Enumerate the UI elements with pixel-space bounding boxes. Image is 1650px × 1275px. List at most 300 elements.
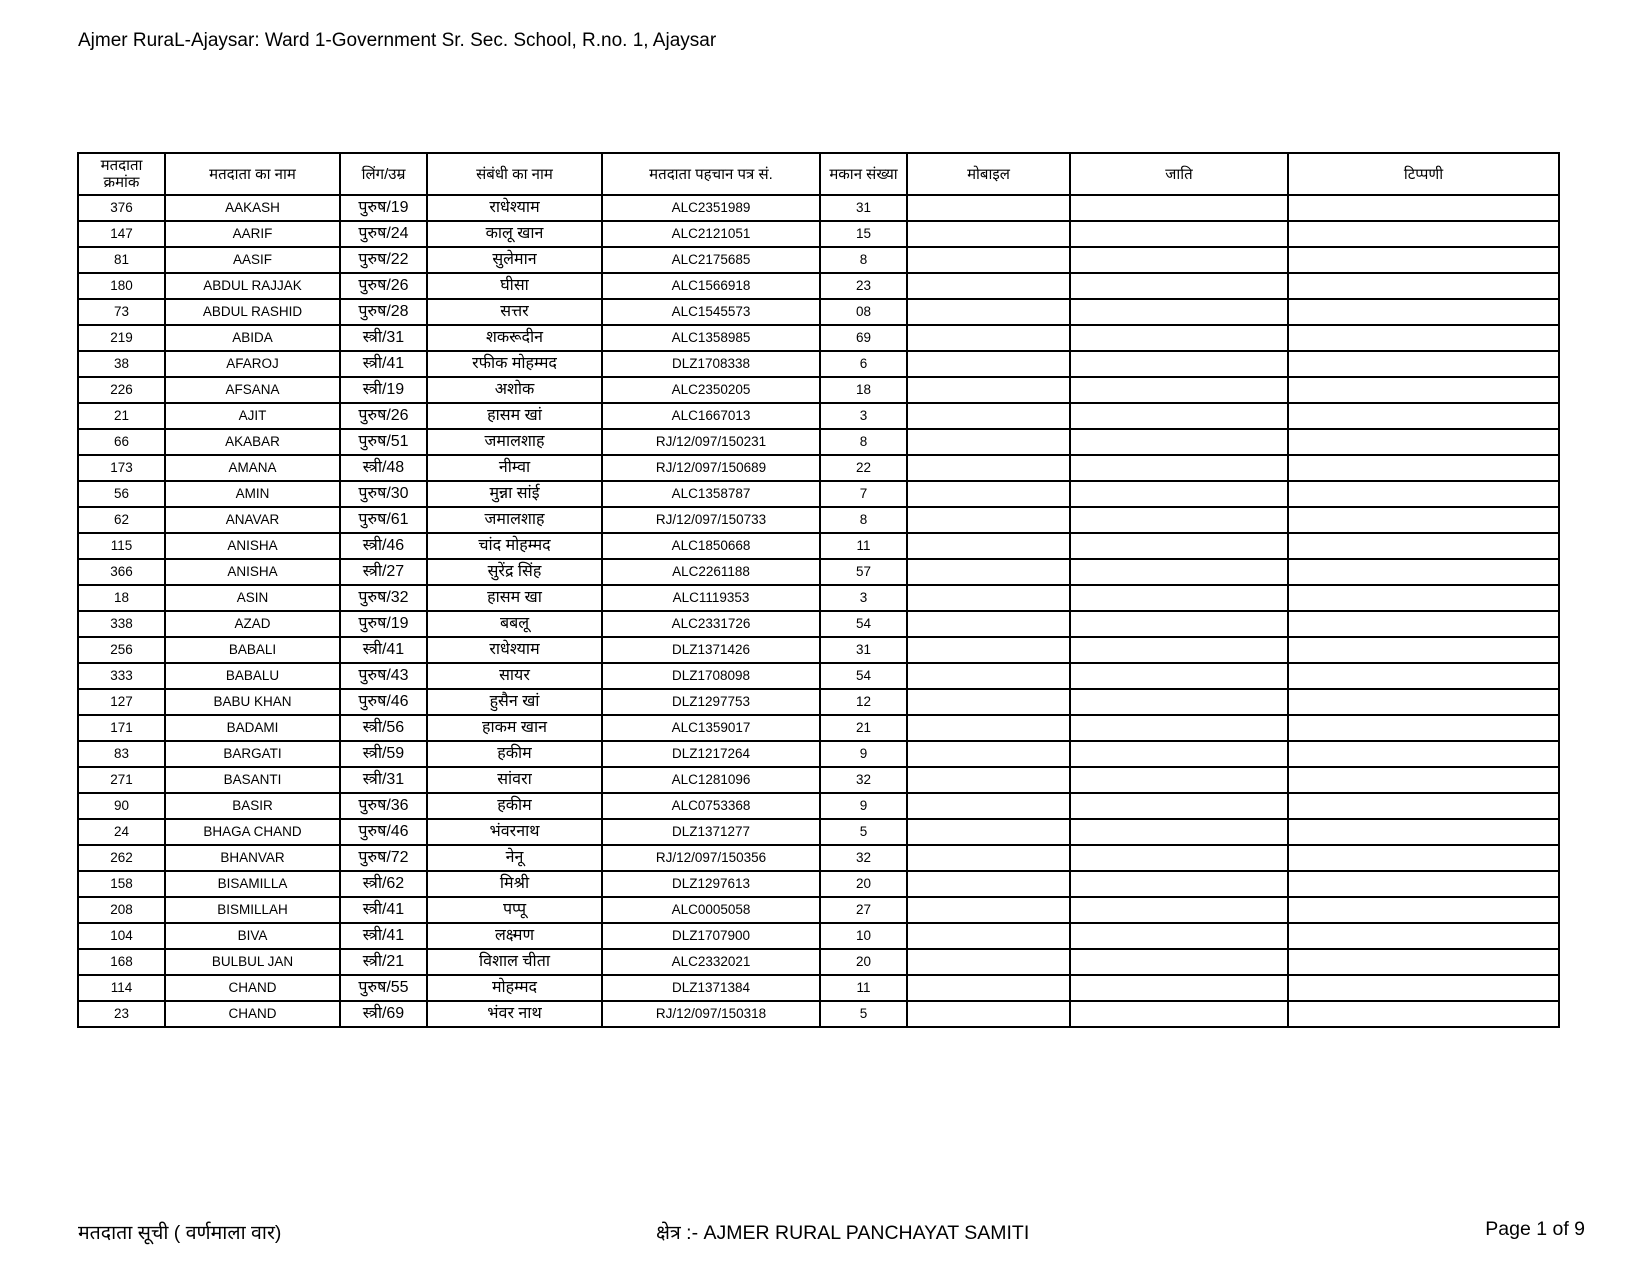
cell-voter-name: BARGATI: [165, 741, 340, 767]
cell-remarks: [1288, 247, 1559, 273]
cell-serial: 23: [78, 1001, 165, 1027]
cell-remarks: [1288, 377, 1559, 403]
cell-caste: [1070, 559, 1288, 585]
table-row: [78, 455, 1559, 481]
cell-serial: 173: [78, 455, 165, 481]
cell-mobile: [907, 533, 1070, 559]
cell-house-number: 32: [820, 767, 907, 793]
cell-mobile: [907, 949, 1070, 975]
cell-house-number: 23: [820, 273, 907, 299]
cell-voter-name: AKABAR: [165, 429, 340, 455]
cell-remarks: [1288, 663, 1559, 689]
cell-voter-name: BADAMI: [165, 715, 340, 741]
cell-caste: [1070, 429, 1288, 455]
cell-serial: 219: [78, 325, 165, 351]
cell-caste: [1070, 273, 1288, 299]
cell-voter-id: ALC0005058: [602, 897, 820, 923]
cell-relative-name: विशाल चीता: [427, 949, 602, 975]
footer-page-number: Page 1 of 9: [1485, 1218, 1585, 1240]
cell-relative-name: हुसैन खां: [427, 689, 602, 715]
cell-voter-name: BIVA: [165, 923, 340, 949]
cell-gender-age: स्त्री/21: [340, 949, 427, 975]
cell-gender-age: पुरुष/19: [340, 195, 427, 221]
cell-voter-id: RJ/12/097/150318: [602, 1001, 820, 1027]
footer-list-type: मतदाता सूची ( वर्णमाला वार): [78, 1222, 282, 1244]
cell-caste: [1070, 767, 1288, 793]
cell-serial: 104: [78, 923, 165, 949]
col-header-relative-name: संबंधी का नाम: [427, 153, 602, 195]
cell-gender-age: पुरुष/26: [340, 273, 427, 299]
cell-gender-age: स्त्री/41: [340, 897, 427, 923]
cell-gender-age: पुरुष/32: [340, 585, 427, 611]
table-row: [78, 793, 1559, 819]
table-row: [78, 949, 1559, 975]
cell-house-number: 54: [820, 663, 907, 689]
cell-mobile: [907, 559, 1070, 585]
cell-relative-name: अशोक: [427, 377, 602, 403]
cell-remarks: [1288, 273, 1559, 299]
cell-caste: [1070, 689, 1288, 715]
cell-house-number: 12: [820, 689, 907, 715]
cell-voter-id: DLZ1371426: [602, 637, 820, 663]
cell-gender-age: पुरुष/28: [340, 299, 427, 325]
cell-serial: 168: [78, 949, 165, 975]
table-row: [78, 585, 1559, 611]
cell-gender-age: पुरुष/26: [340, 403, 427, 429]
cell-house-number: 9: [820, 793, 907, 819]
cell-remarks: [1288, 559, 1559, 585]
cell-remarks: [1288, 221, 1559, 247]
cell-house-number: 31: [820, 637, 907, 663]
cell-caste: [1070, 351, 1288, 377]
cell-caste: [1070, 507, 1288, 533]
cell-relative-name: नेनू: [427, 845, 602, 871]
cell-house-number: 8: [820, 429, 907, 455]
cell-serial: 90: [78, 793, 165, 819]
cell-house-number: 9: [820, 741, 907, 767]
cell-gender-age: स्त्री/31: [340, 325, 427, 351]
cell-voter-name: ANAVAR: [165, 507, 340, 533]
cell-house-number: 18: [820, 377, 907, 403]
cell-voter-name: BASANTI: [165, 767, 340, 793]
cell-remarks: [1288, 351, 1559, 377]
table-row: [78, 897, 1559, 923]
cell-mobile: [907, 897, 1070, 923]
cell-mobile: [907, 715, 1070, 741]
table-row: [78, 975, 1559, 1001]
cell-voter-name: BASIR: [165, 793, 340, 819]
cell-gender-age: पुरुष/61: [340, 507, 427, 533]
cell-serial: 171: [78, 715, 165, 741]
cell-caste: [1070, 247, 1288, 273]
cell-voter-id: RJ/12/097/150231: [602, 429, 820, 455]
table-row: [78, 247, 1559, 273]
cell-voter-id: DLZ1708338: [602, 351, 820, 377]
cell-gender-age: स्त्री/62: [340, 871, 427, 897]
cell-house-number: 21: [820, 715, 907, 741]
cell-serial: 256: [78, 637, 165, 663]
cell-mobile: [907, 325, 1070, 351]
cell-gender-age: पुरुष/46: [340, 689, 427, 715]
cell-voter-name: ANISHA: [165, 533, 340, 559]
cell-relative-name: सत्तर: [427, 299, 602, 325]
cell-voter-name: ABDUL RAJJAK: [165, 273, 340, 299]
cell-serial: 226: [78, 377, 165, 403]
cell-voter-id: ALC2332021: [602, 949, 820, 975]
cell-remarks: [1288, 585, 1559, 611]
cell-serial: 62: [78, 507, 165, 533]
cell-gender-age: पुरुष/46: [340, 819, 427, 845]
cell-voter-id: ALC1566918: [602, 273, 820, 299]
table-header-row: [78, 153, 1559, 195]
cell-serial: 114: [78, 975, 165, 1001]
cell-house-number: 22: [820, 455, 907, 481]
col-header-voter-name: मतदाता का नाम: [165, 153, 340, 195]
cell-relative-name: सुलेमान: [427, 247, 602, 273]
cell-serial: 127: [78, 689, 165, 715]
cell-voter-id: ALC1281096: [602, 767, 820, 793]
cell-caste: [1070, 221, 1288, 247]
cell-voter-name: AAKASH: [165, 195, 340, 221]
cell-house-number: 31: [820, 195, 907, 221]
cell-serial: 56: [78, 481, 165, 507]
cell-caste: [1070, 637, 1288, 663]
cell-serial: 21: [78, 403, 165, 429]
cell-voter-id: DLZ1217264: [602, 741, 820, 767]
cell-voter-id: RJ/12/097/150356: [602, 845, 820, 871]
cell-serial: 180: [78, 273, 165, 299]
cell-mobile: [907, 273, 1070, 299]
table-row: [78, 507, 1559, 533]
cell-remarks: [1288, 715, 1559, 741]
cell-gender-age: स्त्री/59: [340, 741, 427, 767]
cell-mobile: [907, 195, 1070, 221]
cell-house-number: 5: [820, 1001, 907, 1027]
cell-serial: 147: [78, 221, 165, 247]
cell-remarks: [1288, 845, 1559, 871]
cell-mobile: [907, 221, 1070, 247]
cell-caste: [1070, 793, 1288, 819]
table-row: [78, 195, 1559, 221]
cell-voter-name: AFAROJ: [165, 351, 340, 377]
table-row: [78, 767, 1559, 793]
cell-remarks: [1288, 949, 1559, 975]
table-row: [78, 325, 1559, 351]
table-row: [78, 689, 1559, 715]
cell-gender-age: स्त्री/31: [340, 767, 427, 793]
cell-voter-name: AMIN: [165, 481, 340, 507]
table-row: [78, 871, 1559, 897]
cell-voter-name: CHAND: [165, 975, 340, 1001]
table-row: [78, 273, 1559, 299]
cell-voter-name: BULBUL JAN: [165, 949, 340, 975]
cell-serial: 271: [78, 767, 165, 793]
table-row: [78, 403, 1559, 429]
footer-area: क्षेत्र :- AJMER RURAL PANCHAYAT SAMITI: [656, 1222, 1030, 1244]
cell-house-number: 8: [820, 507, 907, 533]
cell-house-number: 11: [820, 533, 907, 559]
cell-voter-id: RJ/12/097/150689: [602, 455, 820, 481]
cell-voter-id: DLZ1297613: [602, 871, 820, 897]
cell-caste: [1070, 1001, 1288, 1027]
cell-mobile: [907, 975, 1070, 1001]
cell-caste: [1070, 845, 1288, 871]
cell-house-number: 7: [820, 481, 907, 507]
cell-mobile: [907, 403, 1070, 429]
page-header-title: Ajmer RuraL-Ajaysar: Ward 1-Government Sr. Sec. School, R.no. 1, Ajaysar: [78, 30, 717, 51]
cell-remarks: [1288, 871, 1559, 897]
cell-serial: 24: [78, 819, 165, 845]
cell-mobile: [907, 845, 1070, 871]
col-header-remarks: टिप्पणी: [1288, 153, 1559, 195]
cell-house-number: 54: [820, 611, 907, 637]
cell-house-number: 69: [820, 325, 907, 351]
cell-caste: [1070, 923, 1288, 949]
cell-house-number: 20: [820, 871, 907, 897]
cell-voter-id: ALC2331726: [602, 611, 820, 637]
cell-remarks: [1288, 975, 1559, 1001]
cell-voter-name: BABALI: [165, 637, 340, 663]
table-row: [78, 637, 1559, 663]
cell-house-number: 20: [820, 949, 907, 975]
cell-voter-id: ALC1119353: [602, 585, 820, 611]
cell-gender-age: स्त्री/56: [340, 715, 427, 741]
cell-gender-age: स्त्री/27: [340, 559, 427, 585]
table-row: [78, 845, 1559, 871]
cell-serial: 115: [78, 533, 165, 559]
cell-house-number: 32: [820, 845, 907, 871]
cell-voter-id: ALC2121051: [602, 221, 820, 247]
cell-caste: [1070, 481, 1288, 507]
cell-mobile: [907, 923, 1070, 949]
cell-relative-name: मोहम्मद: [427, 975, 602, 1001]
cell-relative-name: सायर: [427, 663, 602, 689]
cell-relative-name: पप्पू: [427, 897, 602, 923]
cell-gender-age: पुरुष/24: [340, 221, 427, 247]
cell-remarks: [1288, 195, 1559, 221]
cell-house-number: 27: [820, 897, 907, 923]
cell-remarks: [1288, 1001, 1559, 1027]
cell-relative-name: कालू खान: [427, 221, 602, 247]
cell-gender-age: पुरुष/43: [340, 663, 427, 689]
cell-caste: [1070, 871, 1288, 897]
cell-relative-name: सुरेंद्र सिंह: [427, 559, 602, 585]
cell-relative-name: हासम खां: [427, 403, 602, 429]
cell-voter-id: RJ/12/097/150733: [602, 507, 820, 533]
table-row: [78, 1001, 1559, 1027]
cell-voter-id: ALC1545573: [602, 299, 820, 325]
table-row: [78, 533, 1559, 559]
cell-relative-name: जमालशाह: [427, 429, 602, 455]
cell-mobile: [907, 663, 1070, 689]
cell-mobile: [907, 793, 1070, 819]
cell-caste: [1070, 897, 1288, 923]
cell-voter-name: AZAD: [165, 611, 340, 637]
cell-voter-id: ALC2350205: [602, 377, 820, 403]
cell-gender-age: स्त्री/41: [340, 351, 427, 377]
cell-caste: [1070, 325, 1288, 351]
table-row: [78, 559, 1559, 585]
cell-serial: 73: [78, 299, 165, 325]
cell-serial: 83: [78, 741, 165, 767]
cell-voter-name: BHANVAR: [165, 845, 340, 871]
cell-gender-age: पुरुष/36: [340, 793, 427, 819]
cell-voter-id: ALC1359017: [602, 715, 820, 741]
cell-voter-name: BISMILLAH: [165, 897, 340, 923]
col-header-house-number: मकान संख्या: [820, 153, 907, 195]
cell-serial: 333: [78, 663, 165, 689]
cell-gender-age: स्त्री/46: [340, 533, 427, 559]
col-header-caste: जाति: [1070, 153, 1288, 195]
cell-mobile: [907, 299, 1070, 325]
cell-serial: 81: [78, 247, 165, 273]
cell-relative-name: मुन्ना सांई: [427, 481, 602, 507]
cell-voter-name: AARIF: [165, 221, 340, 247]
cell-gender-age: पुरुष/30: [340, 481, 427, 507]
cell-relative-name: जमालशाह: [427, 507, 602, 533]
cell-mobile: [907, 741, 1070, 767]
cell-house-number: 3: [820, 585, 907, 611]
cell-gender-age: पुरुष/55: [340, 975, 427, 1001]
cell-remarks: [1288, 481, 1559, 507]
cell-voter-name: BHAGA CHAND: [165, 819, 340, 845]
table-row: [78, 481, 1559, 507]
cell-voter-id: DLZ1707900: [602, 923, 820, 949]
cell-caste: [1070, 975, 1288, 1001]
table-row: [78, 611, 1559, 637]
table-row: [78, 663, 1559, 689]
cell-remarks: [1288, 923, 1559, 949]
cell-voter-name: BABU KHAN: [165, 689, 340, 715]
cell-voter-id: ALC0753368: [602, 793, 820, 819]
cell-relative-name: भंवरनाथ: [427, 819, 602, 845]
cell-caste: [1070, 819, 1288, 845]
cell-mobile: [907, 247, 1070, 273]
cell-voter-name: ASIN: [165, 585, 340, 611]
cell-voter-name: AFSANA: [165, 377, 340, 403]
cell-gender-age: पुरुष/19: [340, 611, 427, 637]
cell-relative-name: हकीम: [427, 793, 602, 819]
table-body: [78, 195, 1559, 1027]
cell-remarks: [1288, 767, 1559, 793]
col-header-serial: मतदाता क्रमांक: [78, 153, 165, 195]
cell-mobile: [907, 507, 1070, 533]
cell-caste: [1070, 585, 1288, 611]
cell-voter-id: ALC1358787: [602, 481, 820, 507]
table-row: [78, 741, 1559, 767]
cell-voter-name: CHAND: [165, 1001, 340, 1027]
cell-gender-age: पुरुष/51: [340, 429, 427, 455]
cell-relative-name: हाकम खान: [427, 715, 602, 741]
cell-voter-id: ALC1850668: [602, 533, 820, 559]
cell-voter-name: AASIF: [165, 247, 340, 273]
cell-mobile: [907, 1001, 1070, 1027]
cell-voter-name: ABDUL RASHID: [165, 299, 340, 325]
cell-voter-name: AJIT: [165, 403, 340, 429]
cell-serial: 38: [78, 351, 165, 377]
cell-remarks: [1288, 637, 1559, 663]
cell-relative-name: शकरूदीन: [427, 325, 602, 351]
cell-mobile: [907, 585, 1070, 611]
cell-serial: 366: [78, 559, 165, 585]
cell-remarks: [1288, 429, 1559, 455]
cell-voter-id: DLZ1297753: [602, 689, 820, 715]
cell-house-number: 57: [820, 559, 907, 585]
table-row: [78, 221, 1559, 247]
cell-remarks: [1288, 299, 1559, 325]
cell-gender-age: पुरुष/72: [340, 845, 427, 871]
cell-mobile: [907, 481, 1070, 507]
table-row: [78, 429, 1559, 455]
cell-voter-id: ALC2351989: [602, 195, 820, 221]
cell-voter-id: DLZ1708098: [602, 663, 820, 689]
cell-relative-name: घीसा: [427, 273, 602, 299]
cell-remarks: [1288, 533, 1559, 559]
col-header-gender-age: लिंग/उम्र: [340, 153, 427, 195]
cell-caste: [1070, 715, 1288, 741]
cell-caste: [1070, 377, 1288, 403]
cell-mobile: [907, 637, 1070, 663]
cell-caste: [1070, 195, 1288, 221]
cell-remarks: [1288, 455, 1559, 481]
cell-relative-name: राधेश्याम: [427, 195, 602, 221]
cell-relative-name: सांवरा: [427, 767, 602, 793]
cell-relative-name: नीम्वा: [427, 455, 602, 481]
cell-relative-name: बबलू: [427, 611, 602, 637]
cell-relative-name: लक्ष्मण: [427, 923, 602, 949]
table-row: [78, 377, 1559, 403]
cell-house-number: 08: [820, 299, 907, 325]
cell-mobile: [907, 377, 1070, 403]
table-row: [78, 819, 1559, 845]
cell-mobile: [907, 819, 1070, 845]
cell-caste: [1070, 741, 1288, 767]
cell-serial: 66: [78, 429, 165, 455]
cell-remarks: [1288, 897, 1559, 923]
cell-relative-name: चांद मोहम्मद: [427, 533, 602, 559]
cell-relative-name: हकीम: [427, 741, 602, 767]
cell-gender-age: स्त्री/48: [340, 455, 427, 481]
table-row: [78, 923, 1559, 949]
cell-caste: [1070, 533, 1288, 559]
cell-serial: 262: [78, 845, 165, 871]
cell-mobile: [907, 429, 1070, 455]
cell-remarks: [1288, 325, 1559, 351]
cell-gender-age: स्त्री/41: [340, 923, 427, 949]
cell-serial: 18: [78, 585, 165, 611]
cell-house-number: 8: [820, 247, 907, 273]
cell-voter-name: BISAMILLA: [165, 871, 340, 897]
cell-gender-age: स्त्री/41: [340, 637, 427, 663]
cell-remarks: [1288, 611, 1559, 637]
cell-relative-name: मिश्री: [427, 871, 602, 897]
cell-voter-id: ALC2261188: [602, 559, 820, 585]
cell-mobile: [907, 871, 1070, 897]
cell-relative-name: रफीक मोहम्मद: [427, 351, 602, 377]
cell-house-number: 11: [820, 975, 907, 1001]
voter-list-table: [77, 152, 1560, 1028]
cell-caste: [1070, 299, 1288, 325]
table-row: [78, 351, 1559, 377]
cell-remarks: [1288, 741, 1559, 767]
cell-voter-id: ALC2175685: [602, 247, 820, 273]
cell-relative-name: हासम खा: [427, 585, 602, 611]
cell-house-number: 5: [820, 819, 907, 845]
table-row: [78, 715, 1559, 741]
cell-voter-id: DLZ1371384: [602, 975, 820, 1001]
cell-house-number: 6: [820, 351, 907, 377]
table-row: [78, 299, 1559, 325]
